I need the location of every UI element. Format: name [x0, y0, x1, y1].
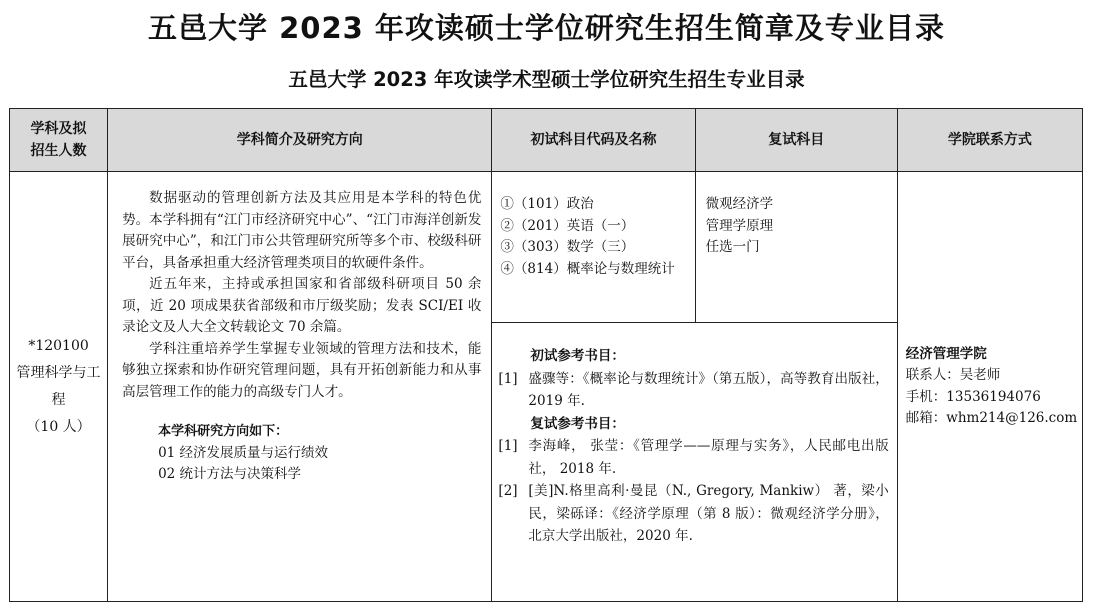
subject-code: *120100	[28, 337, 89, 354]
book-number: [2]	[498, 483, 518, 499]
book-item	[498, 480, 888, 548]
document-subtitle: 五邑大学 2023 年攻读学术型硕士学位研究生招生专业目录	[288, 68, 805, 91]
retest-subject: 微观经济学	[705, 196, 774, 212]
header-retest: 复试科目	[695, 109, 897, 172]
retest-subjects-cell	[695, 172, 897, 323]
subject-cell	[10, 172, 108, 602]
contact-phone: 手机：13536194076	[905, 388, 1041, 405]
exam-subject: ④（814）概率论与数理统计	[500, 260, 675, 277]
document-title: 五邑大学 2023 年攻读硕士学位研究生招生简章及专业目录	[148, 11, 945, 45]
contact-college: 经济管理学院	[905, 345, 987, 362]
retest-subject: 任选一门	[705, 239, 760, 255]
exam-subject: ②（201）英语（一）	[500, 217, 635, 234]
book-item	[498, 435, 888, 480]
header-intro: 学科简介及研究方向	[108, 109, 492, 172]
book-text: 李海峰， 张莹：《管理学——原理与实务》，人民邮电出版社， 2018 年.	[528, 438, 889, 477]
retest-subject: 管理学原理	[705, 217, 774, 234]
retest-books-title: 复试参考书目：	[530, 415, 625, 432]
intro-paragraph: 学科注重培养学生掌握专业领域的管理方法和技术，能够独立探索和协作研究管理问题，具有开拓创新能力和从事高层管理工作的能力的高级专门人才。	[122, 340, 482, 400]
directions-title: 本学科研究方向如下：	[158, 424, 289, 439]
direction-item: 01 经济发展质量与运行绩效	[158, 444, 329, 461]
direction-item: 02 统计方法与决策科学	[158, 466, 302, 482]
header-contact: 学院联系方式	[897, 109, 1082, 172]
book-text: [美]N.格里高利·曼昆（N., Gregory, Mankiw） 著，梁小民，梁砾译：《经济学原理（第 8 版）：微观经济学分册》，北京大学出版社，2020 年.	[528, 483, 889, 544]
subject-quota: （10 人）	[26, 418, 91, 435]
table-row	[10, 172, 1083, 323]
catalog-table	[9, 108, 1083, 602]
header-subject: 学科及拟招生人数	[10, 109, 108, 172]
intro-paragraph: 数据驱动的管理创新方法及其应用是本学科的特色优势。本学科拥有“江门市经济研究中心”、“江门市海洋创新发展研究中心”，和江门市公共管理研究所等多个市、校级科研平台，具备承担重大经济管理类项目的软硬件条件。	[122, 190, 482, 271]
book-item	[498, 368, 888, 413]
contact-person: 联系人：吴老师	[905, 367, 1001, 383]
book-number: [1]	[498, 438, 518, 454]
exam-subject: ③（303）数学（三）	[500, 239, 635, 255]
reference-books-cell	[492, 323, 897, 602]
initial-books-title: 初试参考书目：	[530, 348, 625, 364]
exam-subjects-cell	[492, 172, 695, 323]
exam-subject: ①（101）政治	[500, 196, 594, 212]
header-row	[10, 109, 1083, 172]
book-text: 盛骤等：《概率论与数理统计》（第五版），高等教育出版社，2019 年.	[528, 370, 889, 409]
header-exam: 初试科目代码及名称	[492, 109, 695, 172]
book-number: [1]	[498, 370, 518, 387]
intro-paragraph: 近五年来，主持或承担国家和省部级科研项目 50 余项，近 20 项成果获省部级和市厅级奖励；发表 SCI/EI 收录论文及人大全文转载论文 70 余篇。	[122, 276, 482, 335]
contact-cell	[897, 172, 1082, 602]
contact-email: 邮箱：whm214@126.com	[905, 410, 1078, 426]
subject-name: 管理科学与工程	[16, 364, 101, 408]
intro-cell	[108, 172, 492, 602]
